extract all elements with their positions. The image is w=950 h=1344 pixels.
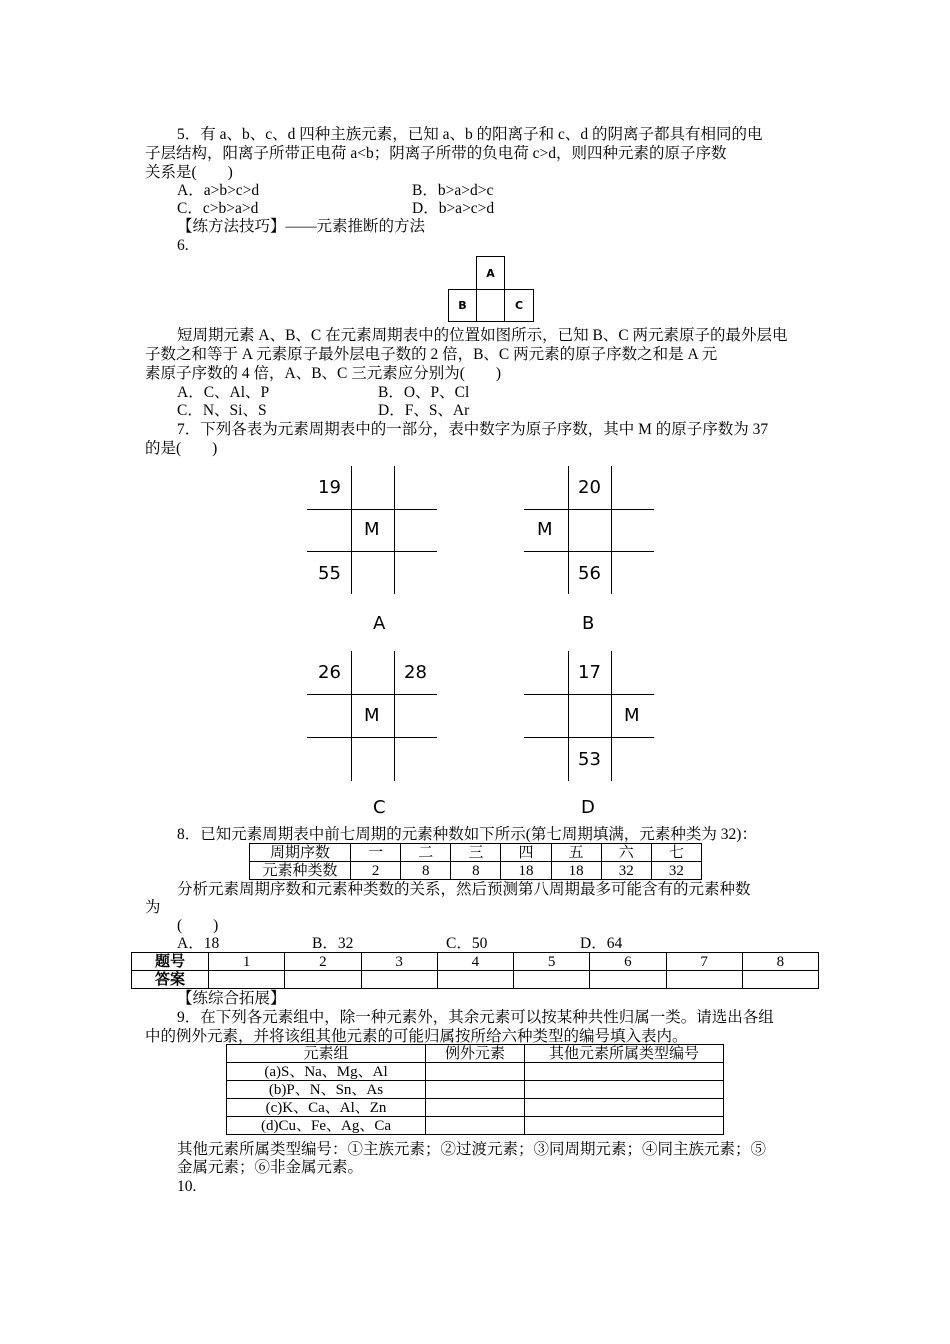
table-row [227,1081,724,1099]
table-cell: (d)Cu、Fe、Ag、Ca [227,1117,426,1135]
table-cell: 四 [501,844,551,862]
table-cell: 答案 [132,971,209,989]
table-cell: (b)P、N、Sn、As [227,1081,426,1099]
table-cell: 六 [601,844,651,862]
answer-cell[interactable] [525,1117,724,1135]
table-cell: 二 [401,844,451,862]
q7-grid-a-n2: 55 [318,563,341,584]
table-cell: 32 [651,862,701,880]
table-cell: 七 [651,844,701,862]
q7-grid-a-m: M [364,519,380,540]
table-cell: 题号 [132,953,209,971]
answer-cell[interactable] [361,971,437,989]
q5-option-d: D．b>a>c>d [412,200,495,217]
q7-grid-c-n1: 26 [318,662,341,683]
q7-grid-b-n1: 20 [578,477,601,498]
q8-header-row [250,844,702,862]
answer-cell[interactable] [742,971,818,989]
q6-option-b: B．O、P、Cl [378,384,470,401]
answer-cell[interactable] [514,971,590,989]
table-cell: 元素组 [227,1045,426,1063]
table-cell: 3 [361,953,437,971]
table-cell: 五 [551,844,601,862]
q7-grid-d-n2: 53 [578,749,601,770]
q7-grid-d-label: D [581,797,595,818]
table-cell: 一 [351,844,401,862]
q8-count-row [250,862,702,880]
table-cell: (a)S、Na、Mg、Al [227,1063,426,1081]
q7-grid-d-m: M [624,705,640,726]
table-cell: 1 [209,953,285,971]
q7-grid-b-m: M [537,519,553,540]
table-cell: 8 [401,862,451,880]
q9-line4: 金属元素；⑥非金属元素。 [177,1159,364,1176]
answer-table [131,952,819,989]
q6-line2: 子数之和等于 A 元素原子最外层电子数的 2 倍，B、C 两元素的原子序数之和是 A 元 [145,346,718,363]
answer-cell[interactable] [426,1081,525,1099]
section-heading-methods: 【练方法技巧】——元素推断的方法 [177,218,426,235]
q8-line4: ( ) [177,917,219,934]
q7-grid-c-n3: 28 [404,662,427,683]
q7-grid-c-label: C [373,797,386,818]
answer-cell[interactable] [285,971,361,989]
q5-option-b: B．b>a>d>c [412,182,494,199]
table-cell: 18 [501,862,551,880]
table-cell: 2 [351,862,401,880]
q6-cell-empty [476,289,505,322]
table-row [227,1117,724,1135]
q6-option-d: D．F、S、Ar [378,402,470,419]
q9-table [226,1044,724,1135]
table-cell: 例外元素 [426,1045,525,1063]
answer-cell[interactable] [525,1099,724,1117]
q7-grid-b-label: B [582,613,595,634]
q7-line1: 7．下列各表为元素周期表中的一部分，表中数字为原子序数，其中 M 的原子序数为 37 [177,421,769,438]
table-cell: (c)K、Ca、Al、Zn [227,1099,426,1117]
answer-cell[interactable] [525,1063,724,1081]
q9-header-row [227,1045,724,1063]
q10-number: 10. [177,1178,197,1195]
table-cell: 周期序数 [250,844,351,862]
q6-cell-a: A [476,256,505,290]
q8-line2: 分析元素周期序数和元素种类数的关系，然后预测第八周期最多可能含有的元素种数 [177,881,751,898]
answer-cell[interactable] [437,971,513,989]
section-heading-extension: 【练综合拓展】 [177,990,286,1007]
q7-grid-c-m: M [364,705,380,726]
table-cell: 其他元素所属类型编号 [525,1045,724,1063]
table-row [227,1099,724,1117]
answer-cell[interactable] [666,971,742,989]
table-cell: 32 [601,862,651,880]
q8-option-b: B．32 [312,935,354,952]
q5-line3: 关系是( ) [145,164,233,181]
q9-line2: 中的例外元素，并将该组其他元素的可能归属按所给六种类型的编号填入表内。 [145,1028,688,1045]
q5-line1: 5．有 a、b、c、d 四种主族元素，已知 a、b 的阳离子和 c、d 的阴离子都具有相同的电 [177,126,763,143]
q7-line2: 的是( ) [145,440,218,457]
answer-number-row [132,953,819,971]
q6-option-a: A．C、Al、P [177,384,270,401]
q6-option-c: C．N、Si、S [177,402,267,419]
table-cell: 2 [285,953,361,971]
answer-cell[interactable] [590,971,666,989]
q7-grid-a-n1: 19 [318,477,341,498]
table-row [227,1063,724,1081]
q7-grid-a-label: A [373,613,386,634]
table-cell: 4 [437,953,513,971]
q6-number: 6. [177,237,189,254]
answer-cell[interactable] [426,1117,525,1135]
q5-option-c: C．c>b>a>d [177,200,259,217]
table-cell: 5 [514,953,590,971]
answer-cell[interactable] [209,971,285,989]
table-cell: 7 [666,953,742,971]
table-cell: 三 [451,844,501,862]
table-cell: 6 [590,953,666,971]
q8-period-table [249,843,702,880]
table-cell: 8 [451,862,501,880]
answer-cell[interactable] [426,1099,525,1117]
q5-option-a: A．a>b>c>d [177,182,260,199]
q9-line3: 其他元素所属类型编号：①主族元素；②过渡元素；③同周期元素；④同主族元素；⑤ [177,1141,767,1158]
q8-option-d: D．64 [580,935,623,952]
q6-cell-c: C [504,289,534,322]
table-cell: 8 [742,953,818,971]
q7-grid-b-n2: 56 [578,563,601,584]
q7-grid-d-n1: 17 [578,662,601,683]
q5-line2: 子层结构，阳离子所带正电荷 a<b；阴离子所带的负电荷 c>d，则四种元素的原子序数 [145,145,727,162]
q8-line3: 为 [145,899,161,916]
table-cell: 18 [551,862,601,880]
answer-cell[interactable] [426,1063,525,1081]
q8-option-a: A．18 [177,935,220,952]
q8-line1: 8．已知元素周期表中前七周期的元素种数如下所示(第七周期填满，元素种类为 32)： [177,826,757,843]
q8-option-c: C．50 [446,935,488,952]
answer-fill-row [132,971,819,989]
q6-line3: 素原子序数的 4 倍，A、B、C 三元素应分别为( ) [145,365,502,382]
answer-cell[interactable] [525,1081,724,1099]
table-cell: 元素种类数 [250,862,351,880]
q9-line1: 9．在下列各元素组中，除一种元素外，其余元素可以按某种共性归属一类。请选出各组 [177,1009,774,1026]
q6-line1: 短周期元素 A、B、C 在元素周期表中的位置如图所示，已知 B、C 两元素原子的最外层电 [177,327,788,344]
q6-cell-b: B [448,289,477,322]
